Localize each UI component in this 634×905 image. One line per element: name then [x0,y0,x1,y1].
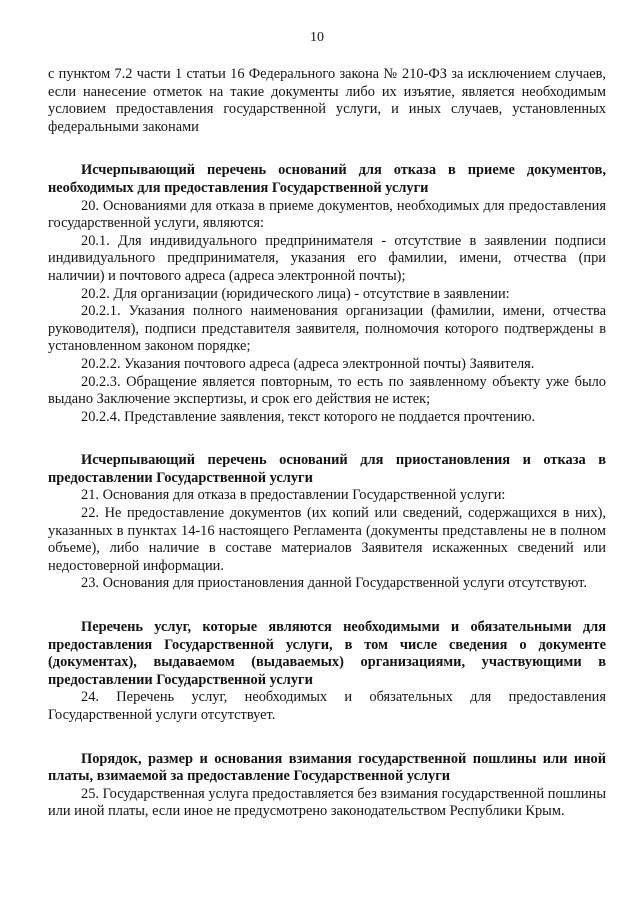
paragraph-20-2-1: 20.2.1. Указания полного наименования организации (фамилии, имени, отчества руководителя), подписи представителя заявителя, полномочия которого подтверждены в установленном законом порядке; [48,303,606,355]
paragraph-20: 20. Основаниями для отказа в приеме документов, необходимых для предоставления государственной услуги, являются: [48,197,606,232]
paragraph-20-2: 20.2. Для организации (юридического лица) - отсутствие в заявлении: [81,285,510,302]
page-number: 10 [310,30,324,45]
paragraph-25: 25. Государственная услуга предоставляется без взимания государственной пошлины или иной платы, если иное не предусмотрено законодательством Республики Крым. [48,785,606,820]
section-heading-required-services: Перечень услуг, которые являются необходимыми и обязательными для предоставления Государственной услуги, в том числе сведения о документе (документах), выдаваемом (выдаваемых) организациями, участвующими в предоставлении Государственной услуги [48,619,606,688]
document-body [48,66,606,821]
section-heading-state-fee: Порядок, размер и основания взимания государственной пошлины или иной платы, взимаемой за предоставление Государственной услуги [48,750,606,785]
paragraph-24: 24. Перечень услуг, необходимых и обязательных для предоставления Государственной услуги отсутствует. [48,689,606,723]
paragraph-21: 21. Основания для отказа в предоставлении Государственной услуги: [81,487,506,504]
paragraph-20-2-2: 20.2.2. Указания почтового адреса (адреса электронной почты) Заявителя. [81,355,535,372]
paragraph-continuation: с пунктом 7.2 части 1 статьи 16 Федерального закона № 210-ФЗ за исключением случаев, если нанесение отметок на такие документы либо их изъятие, является необходимым условием предоставления государственной услуги, и иных случаев, установленных федеральными законами [48,66,606,135]
paragraph-22: 22. Не предоставление документов (их копий или сведений, содержащихся в них), указанных в пунктах 14-16 настоящего Регламента (документы представлены не в полном объеме), либо наличие в составе материалов Заявителя искаженных сведений или недостоверной информации. [48,505,606,574]
paragraph-20-2-3: 20.2.3. Обращение является повторным, то есть по заявленному объекту уже было выдано Заключение экспертизы, и срок его действия не истек; [48,373,606,408]
paragraph-20-2-4: 20.2.4. Представление заявления, текст которого не поддается прочтению. [81,408,536,425]
paragraph-20-1: 20.1. Для индивидуального предпринимателя - отсутствие в заявлении подписи индивидуального предпринимателя, указания его фамилии, имени, отчества (при наличии) и почтового адреса (адреса электронной почты); [48,232,606,284]
section-heading-refusal-acceptance: Исчерпывающий перечень оснований для отказа в приеме документов, необходимых для предоставления Государственной услуги [48,162,606,196]
paragraph-23: 23. Основания для приостановления данной Государственной услуги отсутствуют. [81,575,587,592]
section-heading-suspension-refusal: Исчерпывающий перечень оснований для приостановления и отказа в предоставлении Государственной услуги [48,452,606,486]
